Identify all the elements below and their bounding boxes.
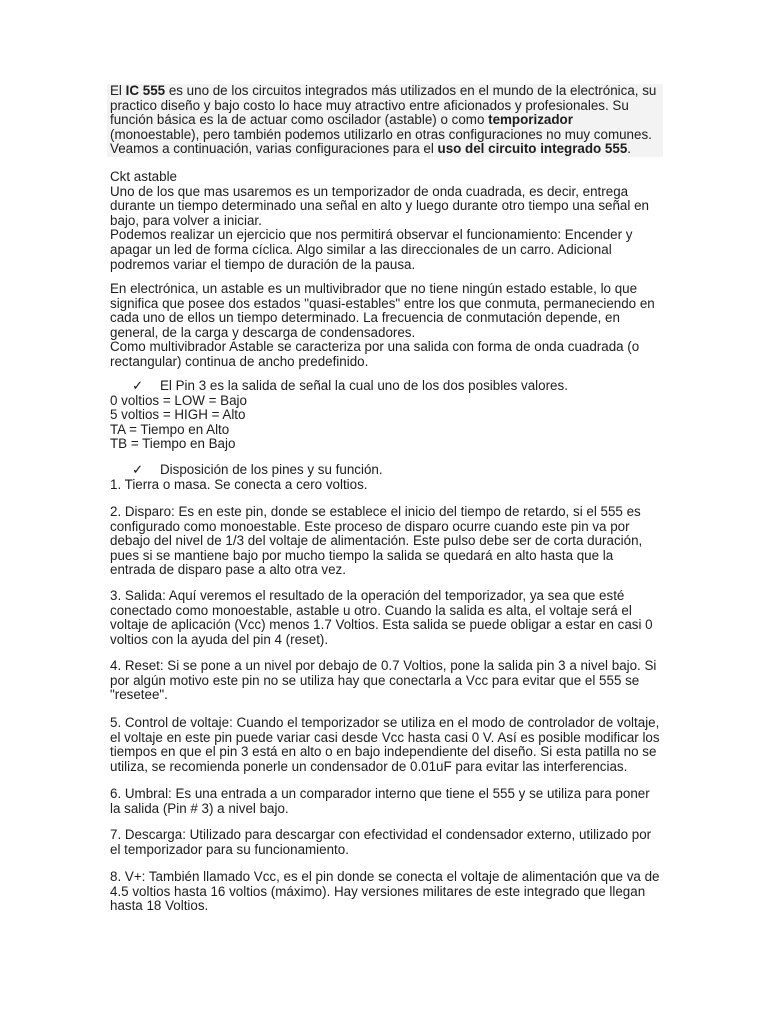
intro-text-3: (monoestable), pero también podemos utilizarlo en otras configuraciones no muy comunes. Veamos a continuación, varias configuraciones para el — [110, 126, 652, 157]
pin-item-5: 5. Control de voltaje: Cuando el temporizador se utiliza en el modo de controlador de voltaje, el voltaje en este pin puede variar casi desde Vcc hasta casi 0 V. Así es posible modificar los tiempos en que el pin 3 está en alto o en bajo independiente del diseño. Si esta patilla no se utiliza, se recomienda ponerle un condensador de 0.01uF para evitar las interferencias. — [110, 715, 660, 774]
paragraph-1: Uno de los que mas usaremos es un temporizador de onda cuadrada, es decir, entrega durante un tiempo determinado una señal en alto y luego durante otro tiempo una señal en bajo, para volver a iniciar. — [110, 183, 649, 228]
pin-item-2: 2. Disparo: Es en este pin, donde se establece el inicio del tiempo de retardo, si el 555 es configurado como monoestable. Este proceso de disparo ocurre cuando este pin va por debajo del nivel de 1/3 del voltaje de alimentación. Este pulso debe ser de corta duración, pues si se mantiene bajo por mucho tiempo la salida se quedará en alto hasta que la entrada de disparo pase a alto otra vez. — [110, 504, 643, 578]
check-icon: ✓ — [132, 378, 144, 393]
value-line: TA = Tiempo en Alto — [110, 421, 230, 437]
astable-section — [110, 170, 662, 272]
check-icon: ✓ — [132, 462, 144, 477]
value-line: 5 voltios = HIGH = Alto — [110, 407, 246, 423]
pin-item-3: 3. Salida: Aquí veremos el resultado de la operación del temporizador, ya sea que esté conectado como monoestable, astable u otro. Cuando la salida es alta, el voltaje será el voltaje de aplicación (Vcc) menos 1.7 Voltios. Esta salida se puede obligar a estar en casi 0 voltios con la ayuda del pin 4 (reset). — [110, 588, 653, 647]
intro-bold-temporizador: temporizador — [488, 112, 573, 128]
paragraph-3: En electrónica, un astable es un multivibrador que no tiene ningún estado estable, lo que significa que posee dos estados "quasi-estables" entre los que conmuta, permaneciendo en cada uno de ellos un tiempo determinado. La frecuencia de conmutación depende, en general, de la carga y descarga de condensadores. — [110, 281, 655, 340]
intro-text — [110, 84, 663, 157]
paragraph-2: Podemos realizar un ejercicio que nos permitirá observar el funcionamiento: Encender y apagar un led de forma cíclica. Algo similar a las direccionales de un carro. Adicional podremos variar el tiempo de duración de la pausa. — [110, 227, 633, 272]
checklist-item-2 — [110, 463, 662, 478]
intro-text-1: El — [110, 83, 126, 98]
checklist-item-1 — [110, 379, 662, 394]
pin-item-1: 1. Tierra o masa. Se conecta a cero voltios. — [110, 476, 368, 492]
intro-text-4: . — [627, 141, 632, 157]
paragraph-4: Como multivibrador Astable se caracteriza por una salida con forma de onda cuadrada (o rectangular) continua de ancho predefinido. — [110, 339, 640, 369]
value-line: 0 voltios = LOW = Bajo — [110, 392, 247, 408]
pin-item-4: 4. Reset: Si se pone a un nivel por debajo de 0.7 Voltios, pone la salida pin 3 a nivel bajo. Si por algún motivo este pin no se utiliza hay que conectarla a Vcc para evitar que el 555 se "resetee". — [110, 658, 657, 703]
definition-section — [110, 282, 662, 370]
intro-paragraph — [107, 84, 663, 157]
intro-text-2: es uno de los circuitos integrados más utilizados en el mundo de la electrónica, su practico diseño y bajo costo lo hace muy atractivo entre aficionados y profesionales. Su función básica es la de actuar como oscilador (astable) o como — [110, 83, 657, 128]
pin-item-7: 7. Descarga: Utilizado para descargar con efectividad el condensador externo, utilizado por el temporizador para su funcionamiento. — [110, 827, 652, 857]
pin3-section — [110, 379, 662, 452]
checklist-item-2-text: Disposición de los pines y su función. — [160, 462, 383, 477]
intro-bold-uso: uso del circuito integrado 555 — [437, 141, 628, 157]
section-title: Ckt astable — [110, 169, 177, 184]
value-line: TB = Tiempo en Bajo — [110, 436, 236, 452]
pin-item-8: 8. V+: También llamado Vcc, es el pin donde se conecta el voltaje de alimentación que va de 4.5 voltios hasta 16 voltios (máximo). Hay versiones militares de este integrado que llegan hasta 18 Voltios. — [110, 869, 660, 914]
intro-bold-ic555: IC 555 — [125, 83, 166, 98]
pins-heading-section — [110, 463, 662, 492]
pin-item-6: 6. Umbral: Es una entrada a un comparador interno que tiene el 555 y se utiliza para poner la salida (Pin # 3) a nivel bajo. — [110, 786, 650, 816]
checklist-item-1-text: El Pin 3 es la salida de señal la cual uno de los dos posibles valores. — [160, 378, 568, 393]
